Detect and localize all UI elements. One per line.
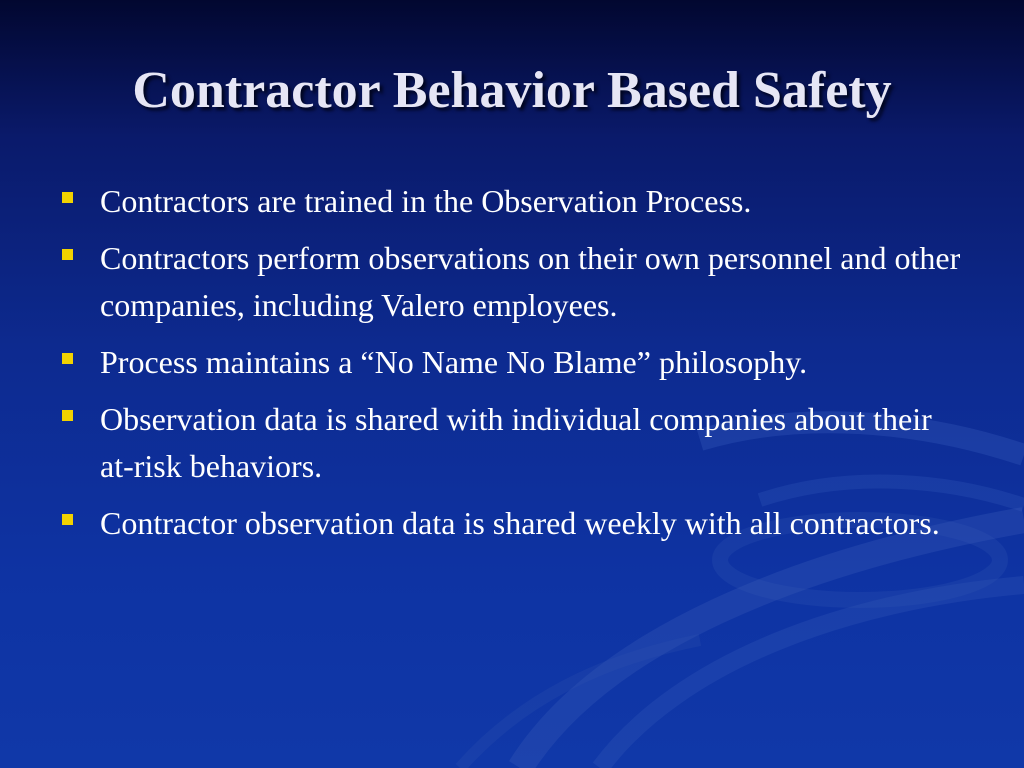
square-bullet-icon [62, 249, 73, 260]
bullet-text: Process maintains a “No Name No Blame” philosophy. [100, 344, 808, 380]
square-bullet-icon [62, 353, 73, 364]
square-bullet-icon [62, 514, 73, 525]
slide-title: Contractor Behavior Based Safety [132, 62, 892, 119]
bullet-text: Contractor observation data is shared weekly with all contractors. [100, 505, 940, 541]
bullet-list [62, 178, 962, 557]
bullet-item [62, 339, 962, 386]
bullet-item [62, 396, 962, 490]
bullet-text: Observation data is shared with individual companies about their at-risk behaviors. [100, 401, 932, 484]
square-bullet-icon [62, 192, 73, 203]
bullet-text: Contractors are trained in the Observation Process. [100, 183, 752, 219]
bullet-item [62, 500, 962, 547]
square-bullet-icon [62, 410, 73, 421]
bullet-item [62, 235, 962, 329]
bullet-text: Contractors perform observations on their own personnel and other companies, including Valero employees. [100, 240, 961, 323]
bullet-item [62, 178, 962, 225]
